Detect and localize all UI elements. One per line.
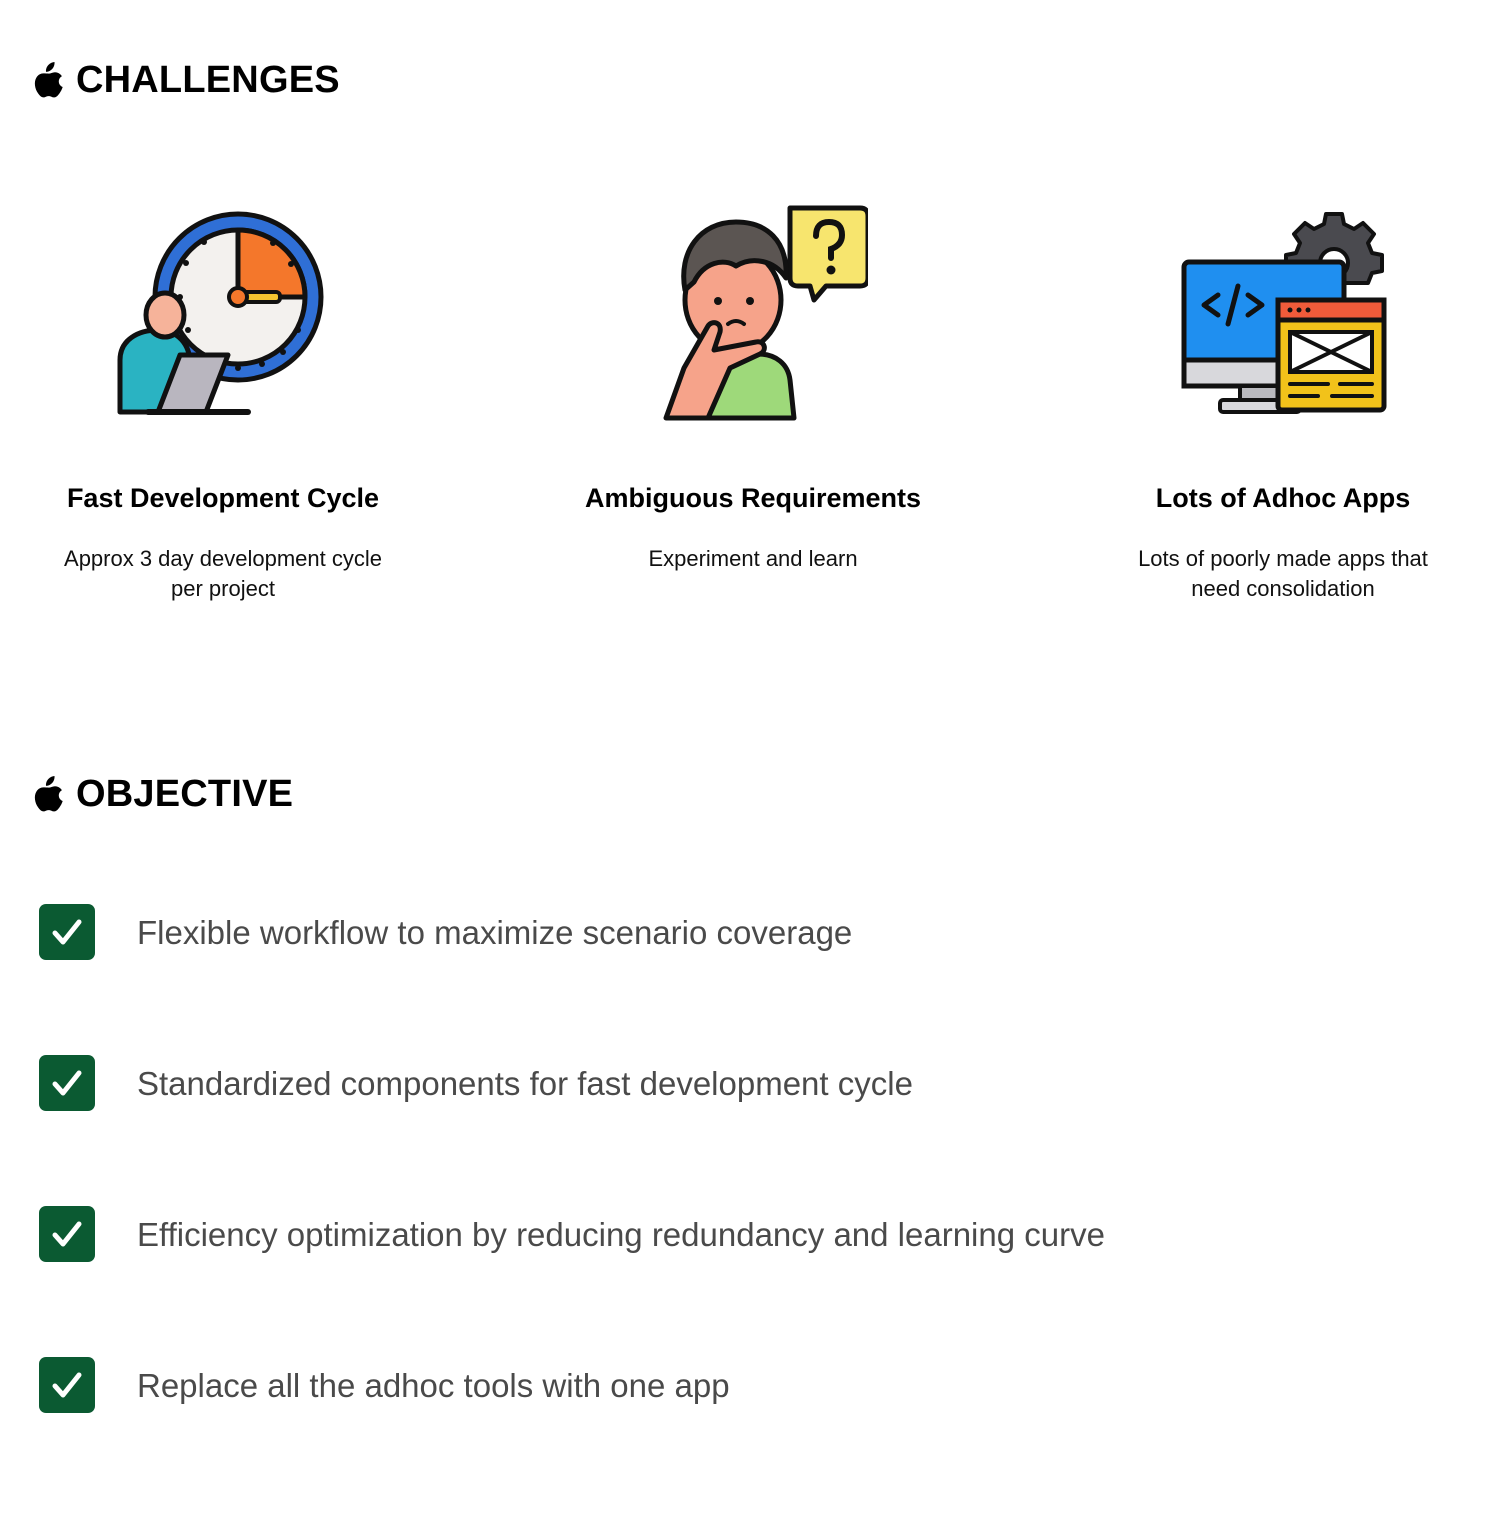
objective-item (39, 1357, 730, 1413)
objective-title: OBJECTIVE (76, 773, 294, 815)
computer-code-apps-icon (1168, 200, 1398, 430)
challenge-card-adhoc-apps (1068, 200, 1498, 604)
objective-item (39, 1055, 913, 1111)
challenges-heading (32, 60, 340, 100)
card-title: Fast Development Cycle (66, 483, 380, 513)
card-description: Approx 3 day development cycle per project (64, 546, 382, 601)
objective-item (39, 1206, 1105, 1262)
challenge-card-fast-development (8, 200, 438, 604)
checkbox-checked-icon (39, 1357, 95, 1413)
objective-text: Standardized components for fast development cycle (137, 1064, 913, 1102)
card-description: Lots of poorly made apps that need consolidation (1138, 546, 1428, 601)
thinking-person-question-icon (638, 200, 868, 430)
objective-heading (32, 774, 293, 814)
checkbox-checked-icon (39, 904, 95, 960)
apple-logo-icon (32, 60, 66, 100)
objective-text: Flexible workflow to maximize scenario coverage (137, 913, 853, 951)
card-title: Lots of Adhoc Apps (1155, 483, 1411, 513)
checkbox-checked-icon (39, 1206, 95, 1262)
objective-item (39, 904, 852, 960)
card-title: Ambiguous Requirements (584, 483, 922, 513)
card-description: Experiment and learn (648, 546, 858, 571)
challenges-title: CHALLENGES (76, 59, 340, 101)
clock-with-developer-icon (108, 200, 338, 430)
apple-logo-icon (32, 774, 66, 814)
objective-text: Replace all the adhoc tools with one app (137, 1366, 730, 1404)
objective-text: Efficiency optimization by reducing redundancy and learning curve (137, 1215, 1105, 1253)
checkbox-checked-icon (39, 1055, 95, 1111)
challenge-card-ambiguous-requirements (538, 200, 968, 574)
